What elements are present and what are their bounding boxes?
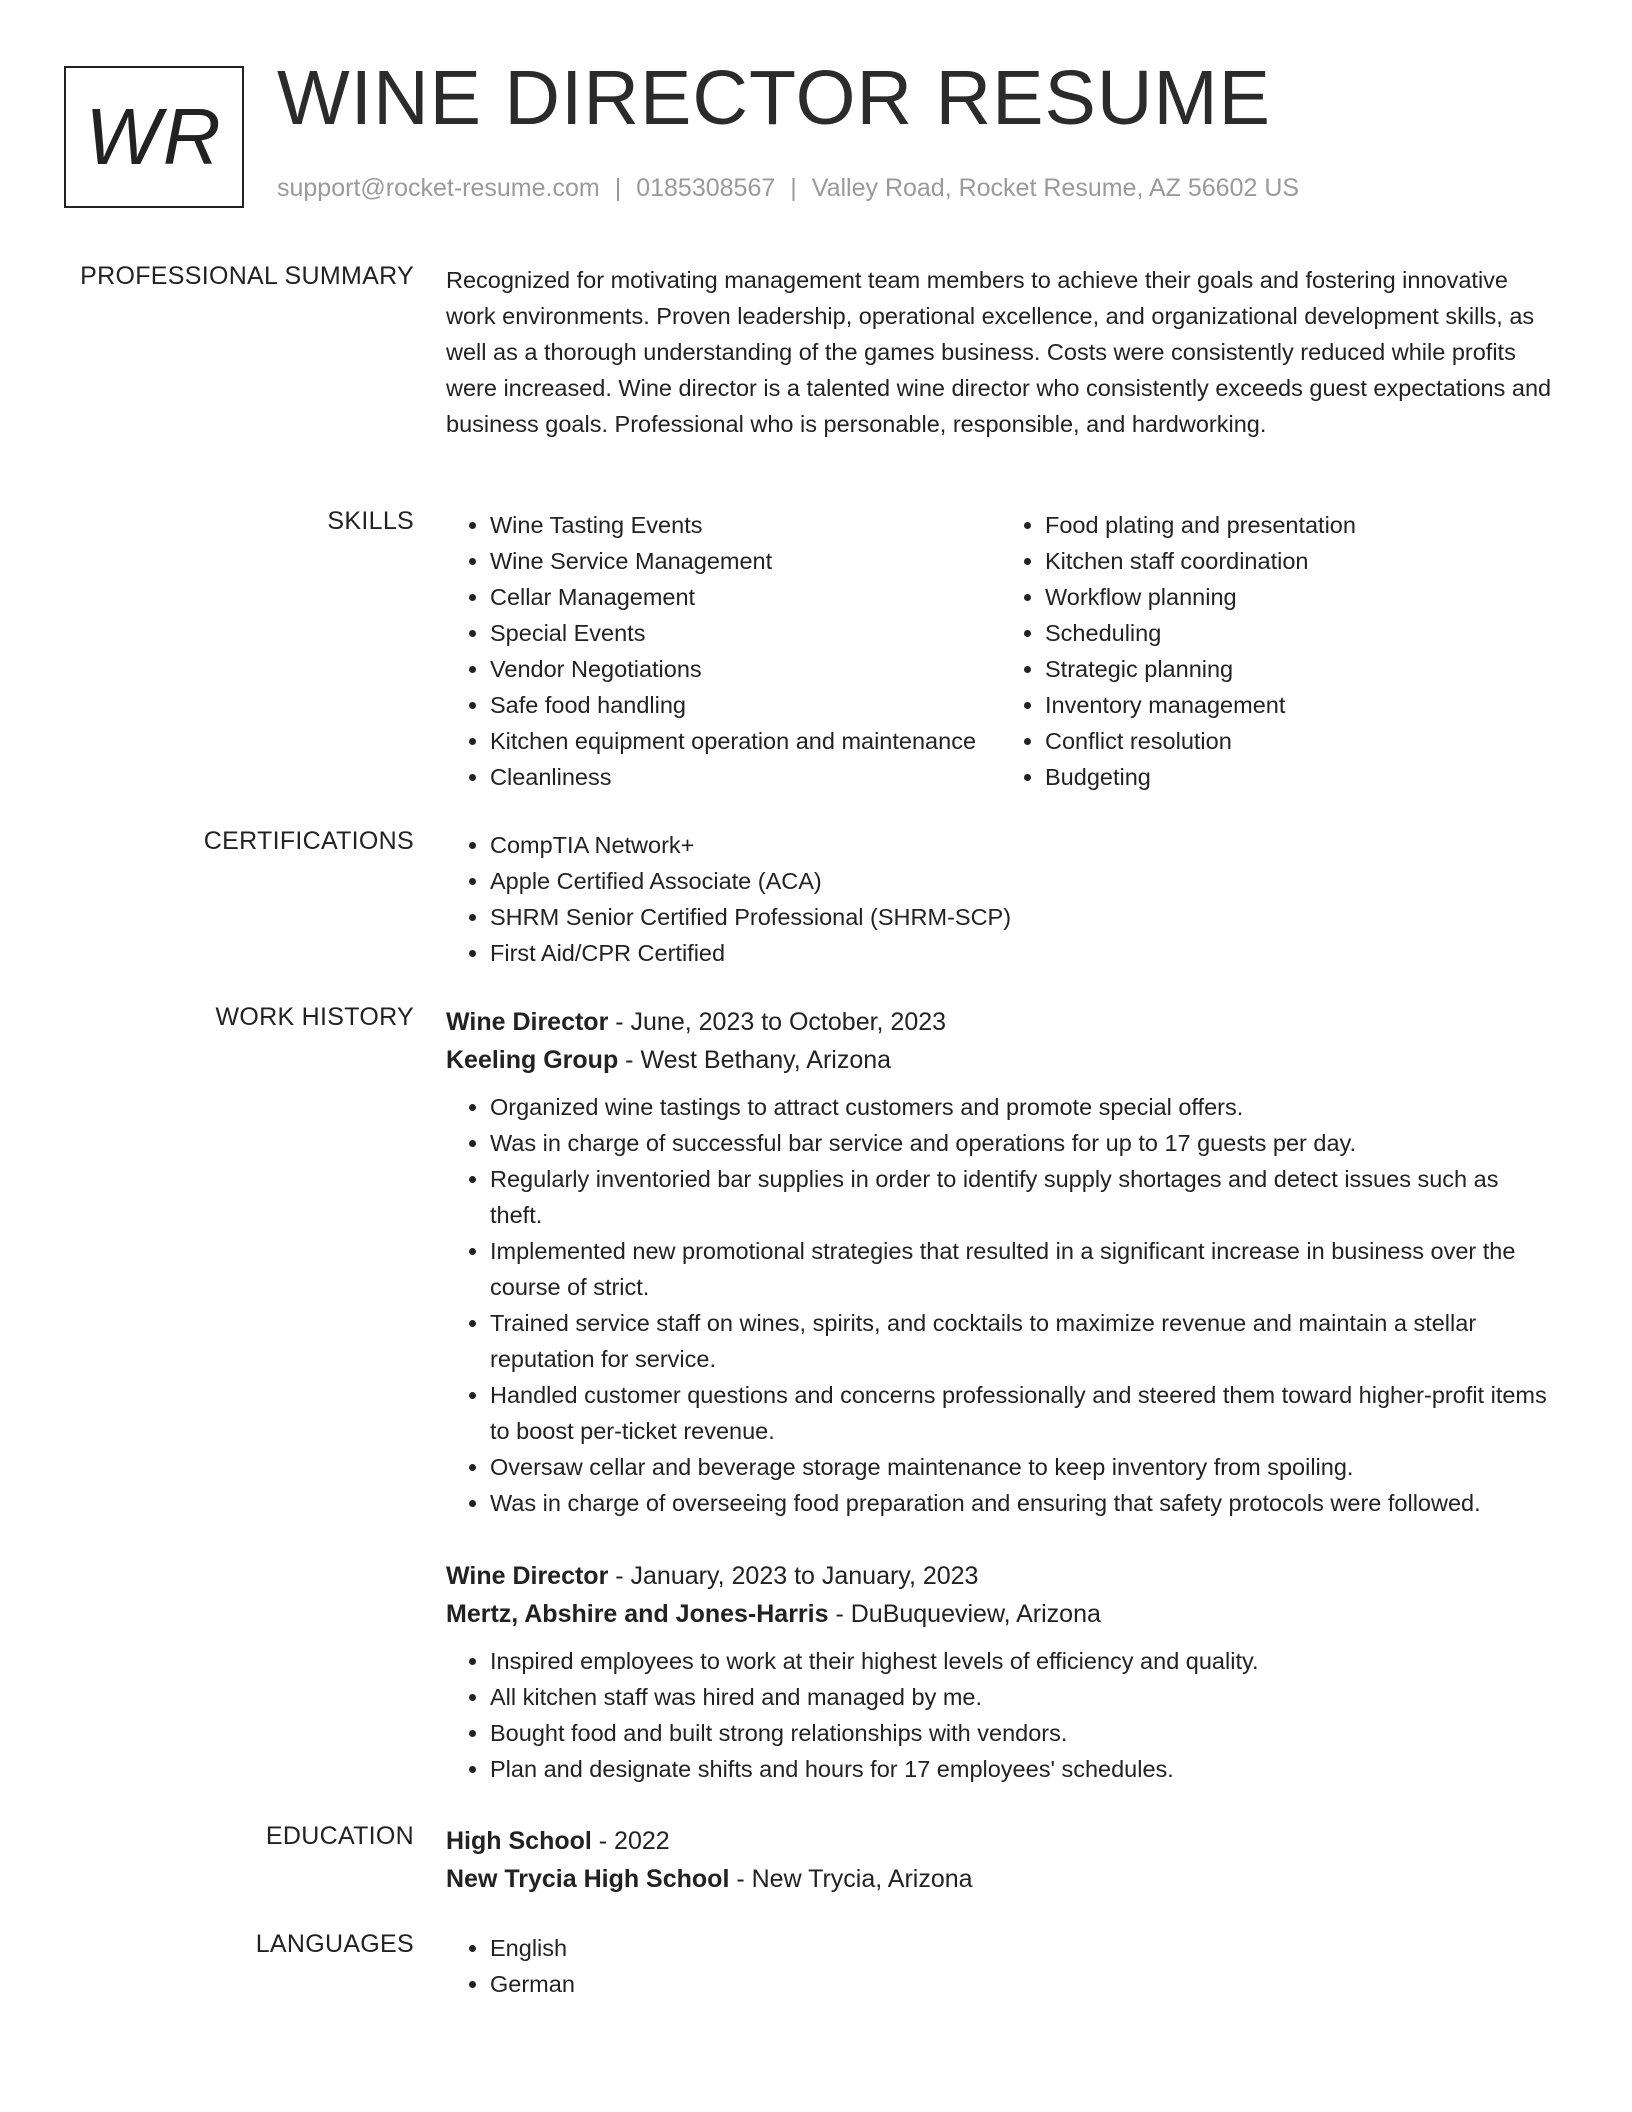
list-item: • Budgeting xyxy=(1045,759,1556,795)
list-item: • Food plating and presentation xyxy=(1045,507,1556,543)
education-label: EDUCATION xyxy=(265,1822,414,1850)
list-item: • Oversaw cellar and beverage storage maintenance to keep inventory from spoiling. xyxy=(490,1449,1556,1485)
list-item: • Kitchen staff coordination xyxy=(1045,543,1556,579)
list-item: • Safe food handling xyxy=(490,687,1001,723)
job-title-line xyxy=(446,1003,1556,1041)
education-location: - New Trycia, Arizona xyxy=(729,1865,973,1893)
languages-list xyxy=(446,1930,1556,2002)
list-item: • Wine Tasting Events xyxy=(490,507,1001,543)
contact-line xyxy=(277,174,1299,203)
job-dates: - January, 2023 to January, 2023 xyxy=(608,1562,979,1590)
list-item: • Was in charge of overseeing food preparation and ensuring that safety protocols were followed. xyxy=(490,1485,1556,1521)
list-item: • Workflow planning xyxy=(1045,579,1556,615)
certifications-label: CERTIFICATIONS xyxy=(203,827,414,855)
job-entry xyxy=(446,1557,1556,1787)
education-degree: High School xyxy=(446,1827,592,1855)
list-item: • Scheduling xyxy=(1045,615,1556,651)
list-item: • Inventory management xyxy=(1045,687,1556,723)
list-item: • Organized wine tastings to attract customers and promote special offers. xyxy=(490,1089,1556,1125)
list-item: • Was in charge of successful bar service and operations for up to 17 guests per day. xyxy=(490,1125,1556,1161)
job-title-line xyxy=(446,1557,1556,1595)
job-title: Wine Director xyxy=(446,1562,609,1590)
job-location: - West Bethany, Arizona xyxy=(618,1046,892,1074)
education-school-line xyxy=(446,1860,1556,1898)
list-item: • Trained service staff on wines, spirits, and cocktails to maximize revenue and maintain a stellar reputation for service. xyxy=(490,1305,1556,1377)
languages-label: LANGUAGES xyxy=(255,1930,414,1958)
education-year: - 2022 xyxy=(591,1827,670,1855)
monogram-logo: WR xyxy=(64,66,244,208)
list-item: • Bought food and built strong relationships with vendors. xyxy=(490,1715,1556,1751)
list-item: • Kitchen equipment operation and maintenance xyxy=(490,723,1001,759)
contact-separator: | xyxy=(614,174,622,202)
contact-separator: | xyxy=(790,174,797,202)
list-item: • Apple Certified Associate (ACA) xyxy=(490,863,1556,899)
skills-label: SKILLS xyxy=(327,507,414,535)
job-location: - DuBuqueview, Arizona xyxy=(828,1600,1101,1628)
summary-label: PROFESSIONAL SUMMARY xyxy=(80,262,414,290)
job-bullets xyxy=(446,1643,1556,1787)
list-item: • German xyxy=(490,1966,1556,2002)
job-company-line xyxy=(446,1041,1556,1079)
job-bullets xyxy=(446,1089,1556,1521)
list-item: • Regularly inventoried bar supplies in order to identify supply shortages and detect issues such as theft. xyxy=(490,1161,1556,1233)
job-title: Wine Director xyxy=(446,1008,609,1036)
list-item: • Special Events xyxy=(490,615,1001,651)
list-item: • English xyxy=(490,1930,1556,1966)
work-history-label: WORK HISTORY xyxy=(215,1003,414,1031)
contact-phone[interactable]: 0185308567 xyxy=(636,174,776,202)
list-item: • All kitchen staff was hired and managed by me. xyxy=(490,1679,1556,1715)
list-item: • Conflict resolution xyxy=(1045,723,1556,759)
list-item: • CompTIA Network+ xyxy=(490,827,1556,863)
list-item: • Wine Service Management xyxy=(490,543,1001,579)
list-item: • Implemented new promotional strategies that resulted in a significant increase in business over the course of strict. xyxy=(490,1233,1556,1305)
summary-text: Recognized for motivating management team members to achieve their goals and fostering innovative work environments. Proven leadership, operational excellence, and organizational development skills, as well as a thorough understanding of the games business. Costs were consistently reduced while profits were increased. Wine director is a talented wine director who consistently exceeds guest expectations and business goals. Professional who is personable, responsible, and hardworking. xyxy=(446,267,1552,437)
job-entry xyxy=(446,1003,1556,1521)
resume-title: WINE DIRECTOR RESUME xyxy=(277,55,1271,141)
list-item: • Strategic planning xyxy=(1045,651,1556,687)
certifications-list xyxy=(446,827,1556,971)
skills-list-right xyxy=(1001,507,1556,795)
skills-list-left xyxy=(446,507,1001,795)
list-item: • Handled customer questions and concerns professionally and steered them toward higher-profit items to boost per-ticket revenue. xyxy=(490,1377,1556,1449)
list-item: • SHRM Senior Certified Professional (SHRM-SCP) xyxy=(490,899,1556,935)
list-item: • Cellar Management xyxy=(490,579,1001,615)
list-item: • Plan and designate shifts and hours for 17 employees' schedules. xyxy=(490,1751,1556,1787)
contact-address: Valley Road, Rocket Resume, AZ 56602 US xyxy=(811,174,1300,202)
education-school: New Trycia High School xyxy=(446,1865,730,1893)
job-company-line xyxy=(446,1595,1556,1633)
job-company: Keeling Group xyxy=(446,1046,619,1074)
job-dates: - June, 2023 to October, 2023 xyxy=(608,1008,947,1036)
education-degree-line xyxy=(446,1822,1556,1860)
job-company: Mertz, Abshire and Jones-Harris xyxy=(446,1600,829,1628)
list-item: • Inspired employees to work at their highest levels of efficiency and quality. xyxy=(490,1643,1556,1679)
list-item: • Cleanliness xyxy=(490,759,1001,795)
list-item: • First Aid/CPR Certified xyxy=(490,935,1556,971)
contact-email[interactable]: support@rocket-resume.com xyxy=(277,174,600,202)
list-item: • Vendor Negotiations xyxy=(490,651,1001,687)
